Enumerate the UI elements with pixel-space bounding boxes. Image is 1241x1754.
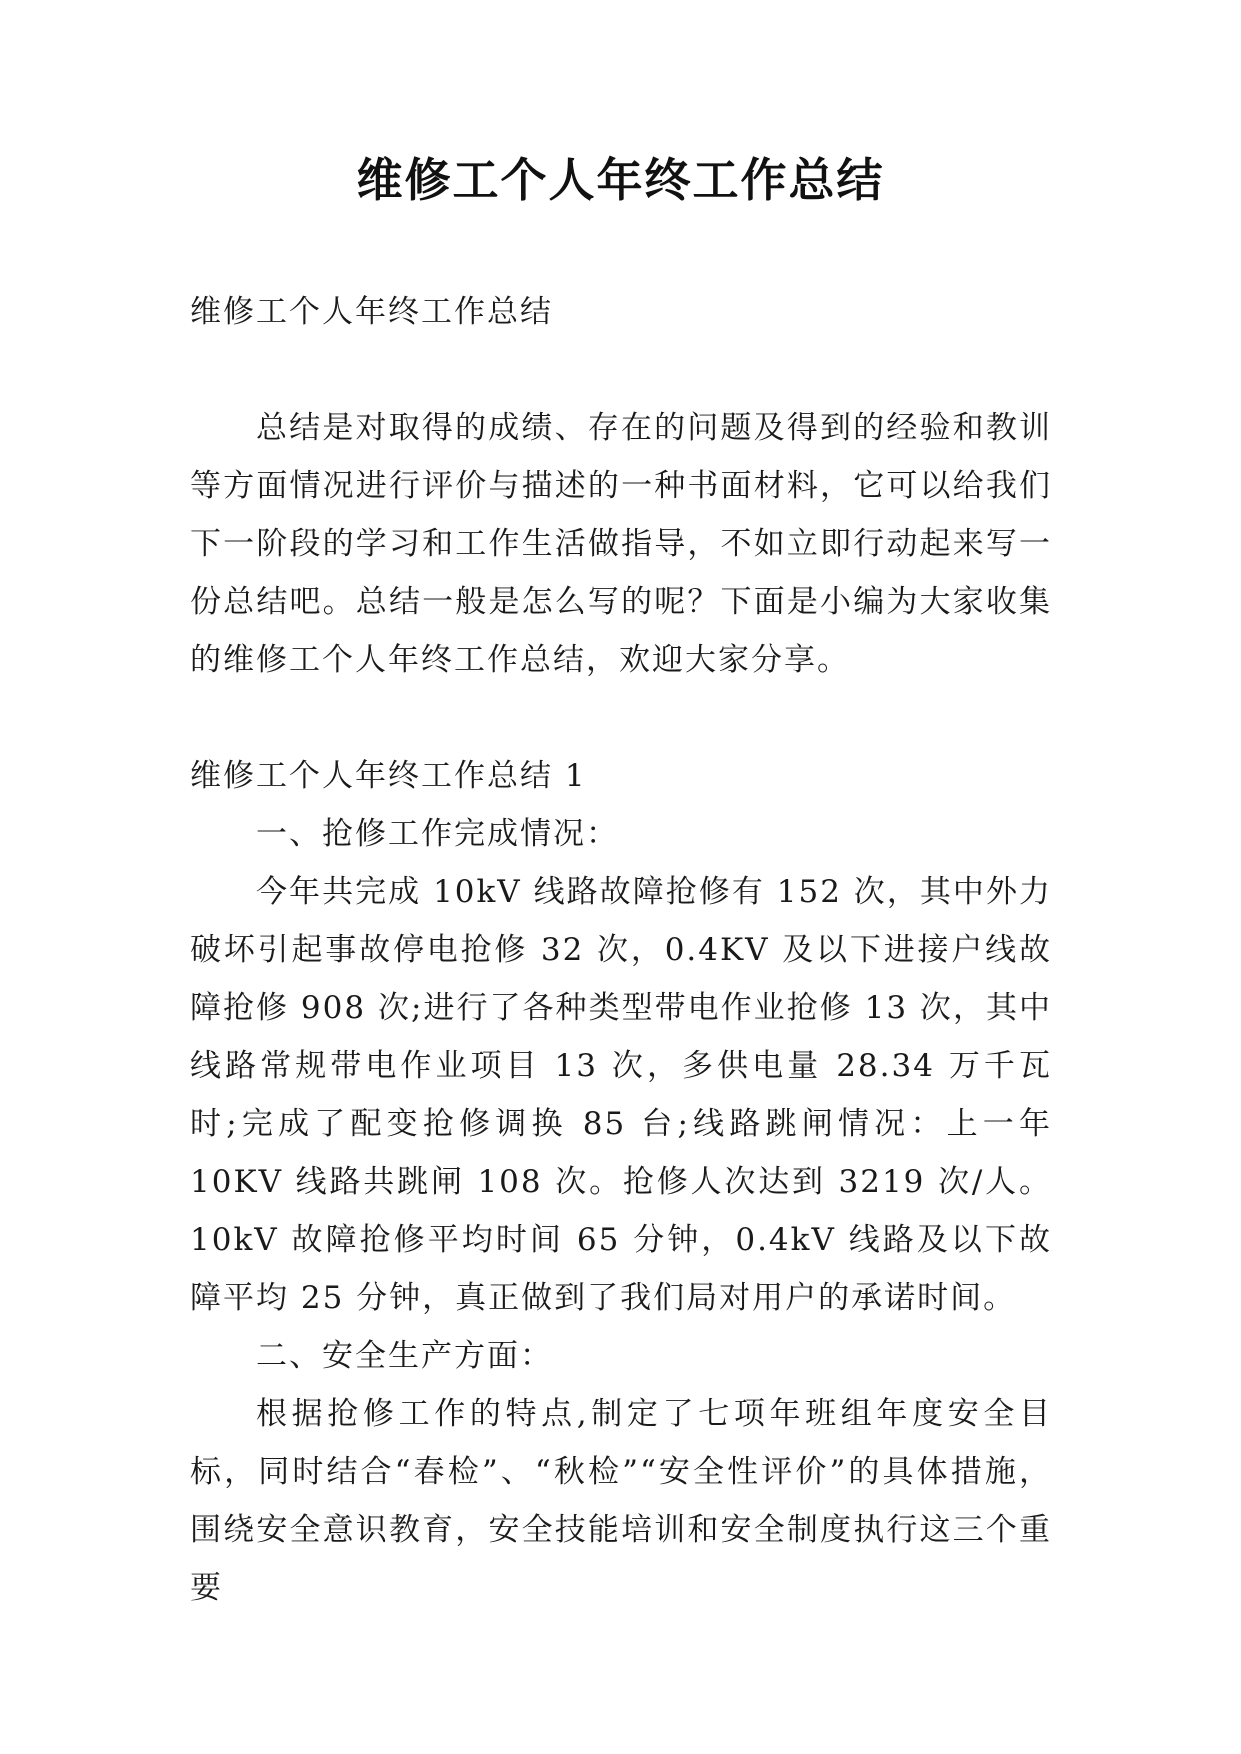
body-paragraph-2: 根据抢修工作的特点,制定了七项年班组年度安全目标，同时结合“春检”、“秋检”“安全性评价”的具体措施，围绕安全意识教育，安全技能培训和安全制度执行这三个重要 [190, 1396, 1052, 1606]
intro-paragraph: 总结是对取得的成绩、存在的问题及得到的经验和教训等方面情况进行评价与描述的一种书面材料，它可以给我们下一阶段的学习和工作生活做指导，不如立即行动起来写一份总结吧。总结一般是怎么写的呢？下面是小编为大家收集的维修工个人年终工作总结，欢迎大家分享。 [190, 410, 1052, 678]
body-paragraph-1: 今年共完成 10kV 线路故障抢修有 152 次，其中外力破坏引起事故停电抢修 32 次，0.4KV 及以下进接户线故障抢修 908 次;进行了各种类型带电作业抢修 13 次，其中线路常规带电作业项目 13 次，多供电量 28.34 万千瓦时;完成了配变抢修调换 85 台;线路跳闸情况：上一年 10KV 线路共跳闸 108 次。抢修人次达到 3219 次/人。 10kV 故障抢修平均时间 65 分钟，0.4kV 线路及以下故障平均 25 分钟，真正做到了我们局对用户的承诺时间。 [190, 874, 1052, 1316]
section-heading-1: 一、抢修工作完成情况： [256, 816, 619, 852]
document-title: 维修工个人年终工作总结 [356, 153, 885, 207]
document-subtitle: 维修工个人年终工作总结 [190, 294, 553, 330]
section-title: 维修工个人年终工作总结 1 [190, 758, 587, 794]
section-heading-2: 二、安全生产方面： [256, 1338, 553, 1374]
document-body [190, 283, 1052, 1617]
